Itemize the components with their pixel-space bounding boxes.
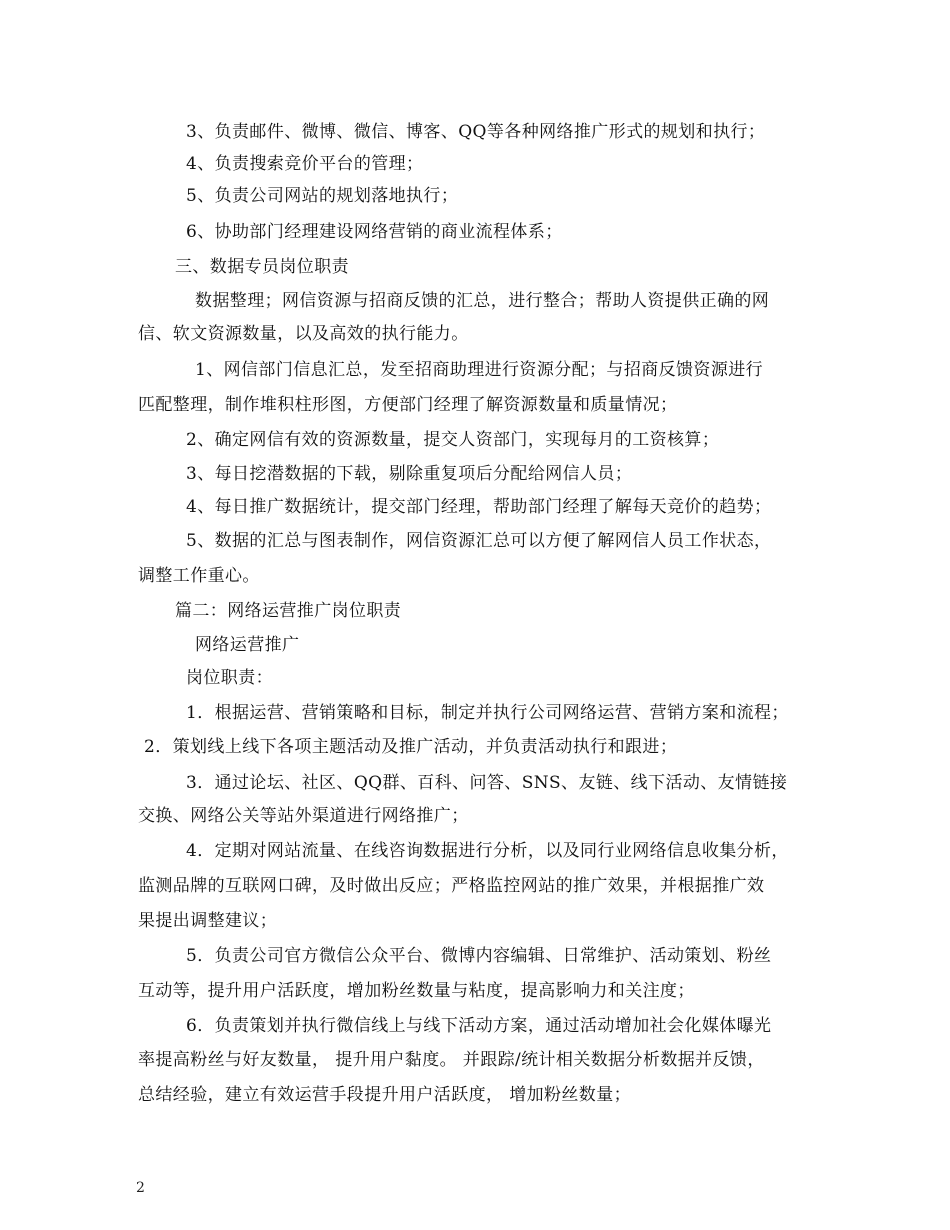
text-line: 1、网信部门信息汇总，发至招商助理进行资源分配；与招商反馈资源进行: [195, 360, 764, 380]
text-line: 监测品牌的互联网口碑，及时做出反应；严格监控网站的推广效果，并根据推广效: [138, 876, 765, 896]
page-number: 2: [136, 1180, 145, 1196]
text-line: 6．负责策划并执行微信线上与线下活动方案，通过活动增加社会化媒体曝光: [186, 1016, 772, 1036]
text-line: 2．策划线上线下各项主题活动及推广活动，并负责活动执行和跟进；: [144, 737, 678, 757]
text-line: 互动等，提升用户活跃度，增加粉丝数量与粘度，提高影响力和关注度；: [138, 981, 695, 1001]
text-line: 调整工作重心。: [138, 566, 260, 586]
text-line: 3、负责邮件、微博、微信、博客、QQ等各种网络推广形式的规划和执行；: [186, 122, 766, 142]
section-heading: 篇二：网络运营推广岗位职责: [175, 601, 402, 621]
text-line: 3．通过论坛、社区、QQ群、百科、问答、SNS、友链、线下活动、友情链接: [186, 773, 788, 793]
text-line: 4、负责搜索竞价平台的管理；: [186, 154, 424, 174]
text-line: 交换、网络公关等站外渠道进行网络推广；: [138, 806, 469, 826]
text-line: 果提出调整建议；: [138, 911, 278, 931]
text-line: 4、每日推广数据统计，提交部门经理，帮助部门经理了解每天竞价的趋势；: [186, 497, 772, 517]
text-line: 信、软文资源数量，以及高效的执行能力。: [138, 324, 469, 344]
text-line: 3、每日挖潜数据的下载，剔除重复项后分配给网信人员；: [186, 464, 633, 484]
text-line: 数据整理；网信资源与招商反馈的汇总，进行整合；帮助人资提供正确的网: [195, 291, 770, 311]
text-line: 5、负责公司网站的规划落地执行；: [186, 186, 459, 206]
text-line: 岗位职责：: [186, 668, 273, 688]
text-line: 5、数据的汇总与图表制作，网信资源汇总可以方便了解网信人员工作状态，: [186, 531, 772, 551]
section-heading: 三、数据专员岗位职责: [175, 257, 349, 277]
text-line: 5．负责公司官方微信公众平台、微博内容编辑、日常维护、活动策划、粉丝: [186, 946, 772, 966]
text-line: 6、协助部门经理建设网络营销的商业流程体系；: [186, 222, 563, 242]
text-line: 匹配整理，制作堆积柱形图，方便部门经理了解资源数量和质量情况；: [138, 395, 678, 415]
text-line: 2、确定网信有效的资源数量，提交人资部门，实现每月的工资核算；: [186, 430, 720, 450]
text-line: 总结经验，建立有效运营手段提升用户活跃度， 增加粉丝数量；: [138, 1085, 632, 1105]
text-line: 4．定期对网站流量、在线咨询数据进行分析，以及同行业网络信息收集分析，: [186, 841, 789, 861]
text-line: 率提高粉丝与好友数量， 提升用户黏度。 并跟踪/统计相关数据分析数据并反馈，: [138, 1050, 765, 1070]
text-line: 1．根据运营、营销策略和目标，制定并执行公司网络运营、营销方案和流程；: [186, 703, 789, 723]
subheading: 网络运营推广: [195, 635, 300, 655]
